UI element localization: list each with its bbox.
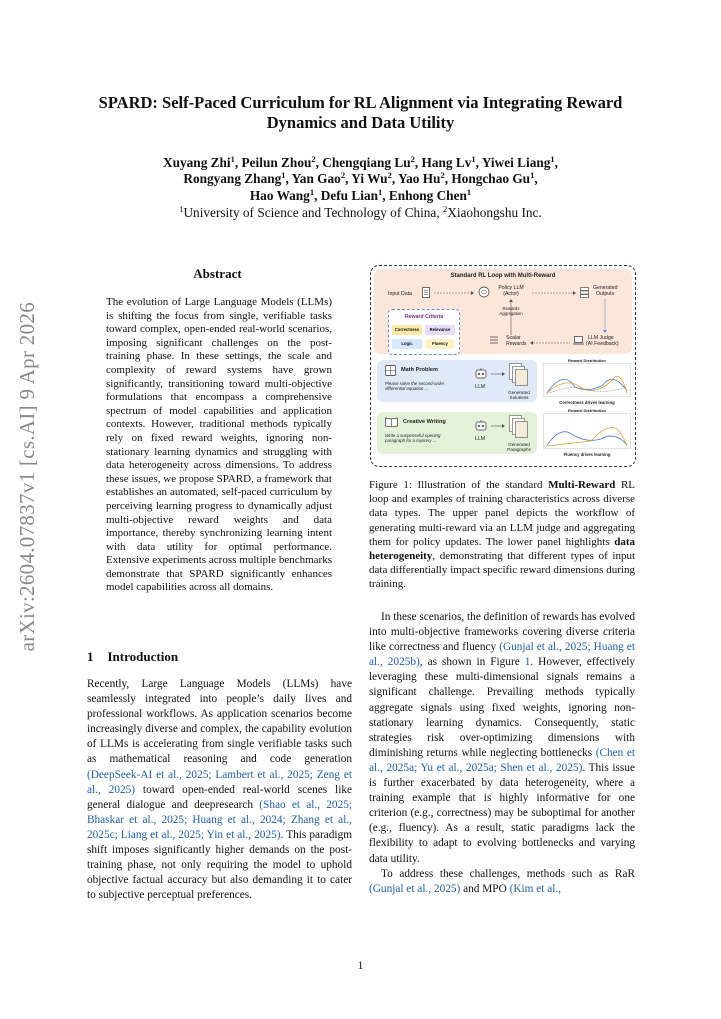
- affiliation-name: Xiaohongshu Inc.: [447, 205, 542, 220]
- citation-link[interactable]: (DeepSeek-AI et al., 2025; Lambert et al., 2025; Zeng et al., 2025): [87, 768, 352, 796]
- body-text: To address these challenges, methods such as RaR: [381, 867, 635, 880]
- writing-llm-label: LLM: [475, 436, 486, 442]
- body-text: , as shown in Figure: [419, 656, 525, 669]
- author-affiliation-mark: 1: [530, 170, 535, 181]
- body-text: toward open-ended real-world scenes like general dialogue and deepresearch: [87, 783, 353, 811]
- chip-correctness: Correctness: [392, 325, 422, 335]
- llm-robot-icon-1: [475, 368, 487, 379]
- author-affiliation-mark: 2: [340, 170, 346, 181]
- chip-fluency: Fluency: [425, 339, 455, 349]
- caption-tail: , demonstrating that different types of input data differentially impact specific reward dimensions during training.: [369, 550, 635, 591]
- arrow-outputs-judge: [603, 299, 607, 333]
- fig-input-data: Input Data: [388, 291, 412, 297]
- author-name: Xuyang Zhi: [163, 155, 231, 170]
- author-affiliation-mark: 2: [311, 154, 316, 164]
- author-name: Hongchao Gu: [451, 171, 531, 187]
- paper-title: SPARD: Self-Paced Curriculum for RL Alignment via Integrating Reward Dynamics and Data Utility: [98, 93, 623, 132]
- author-name: Yao Hu: [397, 171, 441, 187]
- body-text: . However, effectively leveraging these multi-dimensional signals remains a significant challenge. Prevailing methods typically aggregate signals using fixed weights, ignoring non-stationary learning dynamics. Consequently, static strategies risk over-optimizing dimensions with diminishing returns while neglecting bottlenecks: [369, 656, 636, 759]
- solutions-stack-icon: [509, 363, 529, 387]
- intro-paragraph-1: [87, 677, 352, 903]
- abstract-body: The evolution of Large Language Models (LLMs) is shifting the focus from single, verifiable tasks toward complex, open-ended real-world scenarios, imposing significant challenges on the post-training phase. In these settings, the scale and complexity of reward systems have grown significantly, transitioning toward multi-objective formulations that encompass a comprehensive spectrum of model capabilities and application contexts. However, traditional methods typically rely on fixed reward weights, ignoring non-stationary learning dynamics and struggling with data heterogeneity across dimensions. To address these issues, we propose SPARD, a framework that establishes an automated, self-paced curriculum by perceiving learning progress to dynamically adjust multi-objective reward weights and data importance, thereby synchronizing learning intent with data utility for optimal performance. Extensive experiments across multiple benchmarks demonstrate that SPARD significantly enhances model capabilities across all domains.: [106, 296, 332, 594]
- fig-generated-2: Outputs: [596, 291, 615, 297]
- math-llm-label: LLM: [475, 384, 486, 390]
- caption-bold-2: data heterogeneity: [369, 535, 635, 563]
- author-affiliation-mark: 1: [471, 154, 476, 164]
- author-affiliation-mark: 1: [378, 186, 383, 197]
- author-name: Hang Lv: [421, 155, 472, 170]
- chart2-title: Reward Distribution: [567, 408, 606, 413]
- citation-link[interactable]: (Kim et al.,: [509, 882, 562, 895]
- arrow-input-policy: [434, 291, 474, 295]
- citation-link[interactable]: (Shao et al., 2025; Bhaskar et al., 2025; Huang et al., 2024; Zhang et al., 2025c; Liang et al., 2025; Yin et al., 2025): [87, 798, 353, 841]
- writing-out-1: Generated: [508, 442, 530, 447]
- abstract-heading: Abstract: [193, 266, 242, 281]
- author-affiliation-mark: 2: [387, 170, 392, 181]
- author-name: Defu Lian: [320, 187, 378, 203]
- body-text: In these scenarios, the definition of rewards has evolved into multi-objective frameworks covering diverse criteria like correctness and fluency: [369, 611, 635, 654]
- fig-rewards-agg-2: Aggregation: [499, 311, 523, 316]
- book-icon: [385, 417, 398, 427]
- section-title: Introduction: [107, 649, 179, 664]
- figure-header: Standard RL Loop with Multi-Reward: [450, 273, 556, 279]
- citation-link[interactable]: 1: [524, 656, 531, 669]
- author-name: Yiwei Liang: [481, 155, 551, 170]
- author-line-3: Hao Wang$^1$, Defu Lian$^1$, Enhong Chen$^1$: [249, 186, 472, 203]
- author-affiliation-mark: 1: [230, 154, 235, 164]
- arrow-math-llm: [491, 372, 505, 376]
- figure-top-panel: [374, 269, 632, 354]
- caption-lead: Figure 1: Illustration of the standard: [369, 479, 549, 491]
- affiliation-mark: 2: [442, 204, 448, 214]
- math-prompt: Please solve the second-order differential equation ...: [385, 381, 445, 392]
- chart2-caption: Fluency drives learning: [563, 452, 611, 457]
- fig-policy-llm: Policy LLM: [498, 285, 524, 291]
- author-line-2: Rongyang Zhang$^1$, Yan Gao$^2$, Yi Wu$^2$, Yao Hu$^2$, Hongchao Gu$^1$,: [183, 170, 538, 187]
- figure-caption: [369, 478, 635, 592]
- arxiv-stamp-text: arXiv:2604.07837v1 [cs.AI] 9 Apr 2026: [15, 302, 39, 652]
- paragraphs-stack-icon: [509, 415, 529, 439]
- affiliations: [80, 205, 641, 221]
- document-icon: [422, 287, 430, 298]
- fig-actor: (Actor): [503, 291, 519, 297]
- author-affiliation-mark: 1: [466, 186, 472, 197]
- chart1-reward-curves: [543, 363, 631, 397]
- fig-judge-2: (AI Feedback): [586, 341, 619, 347]
- fig-scalar-2: Rewards: [506, 341, 527, 347]
- reward-criteria-box: [388, 309, 460, 355]
- fig-judge-1: LLM Judge: [588, 335, 614, 341]
- judge-laptop-icon: [573, 336, 584, 345]
- author-name: Peilun Zhou: [241, 155, 312, 170]
- math-out-1: Generated: [508, 390, 530, 395]
- affiliation-name: University of Science and Technology of China,: [183, 205, 443, 220]
- fig-rewards-agg-1: Rewards: [502, 306, 520, 311]
- author-name: Enhong Chen: [388, 187, 467, 203]
- chart1-title: Reward Distribution: [567, 358, 606, 363]
- author-name: Yan Gao: [291, 171, 341, 187]
- intro-right-column: [369, 610, 635, 897]
- chart2-reward-curves: [543, 413, 631, 449]
- citation-link[interactable]: (Chen et al., 2025a; Yu et al., 2025a; Shen et al., 2025): [369, 746, 635, 774]
- citation-link[interactable]: (Gunjal et al., 2025): [369, 882, 461, 895]
- fig-generated-1: Generated: [593, 285, 618, 291]
- intro-left-column: [87, 677, 352, 903]
- body-text: . This issue is further exacerbated by data heterogeneity, where a training example that is highly informative for one criterion (e.g., correctness) may be suboptimal for another (e.g., fluency). As a result, static paradigms lack the flexibility to adapt to evolving bottlenecks and varying data utility.: [369, 761, 635, 865]
- stack-icon: [580, 287, 589, 298]
- caption-bold-1: Multi-Reward: [548, 479, 616, 491]
- writing-title: Creative Writing: [403, 419, 446, 425]
- list-icon: [490, 336, 498, 344]
- author-affiliation-mark: 1: [550, 154, 555, 164]
- arxiv-stamp: [15, 302, 51, 682]
- author-list: [80, 155, 641, 204]
- arrow-rewards-policy: [509, 299, 513, 335]
- chip-relevance: Relevance: [425, 325, 455, 335]
- citation-link[interactable]: (Gunjal et al., 2025; Huang et al., 2025b): [369, 641, 635, 669]
- author-name: Yi Wu: [351, 171, 388, 187]
- section-heading: [87, 649, 178, 665]
- brain-icon: [478, 286, 490, 298]
- math-out-2: Solutions: [509, 395, 529, 400]
- intro-paragraph-3: [369, 867, 635, 897]
- arrow-writing-llm: [491, 424, 505, 428]
- author-line-1: Xuyang Zhi$^1$, Peilun Zhou$^2$, Chengqiang Lu$^2$, Hang Lv$^1$, Yiwei Liang$^1$,: [163, 154, 558, 170]
- writing-prompt: Write a suspenseful opening paragraph for a mystery ...: [385, 433, 441, 444]
- page-number: 1: [357, 960, 364, 972]
- body-text: Recently, Large Language Models (LLMs) have seamlessly integrated into people’s daily lives and professional workflows. As application scenarios become increasingly diverse and complex, the capability evolution of LLMs is accelerating from single verifiable tasks such as mathematical reasoning and code generation: [87, 678, 352, 766]
- figure-1: [370, 265, 636, 467]
- chip-logic: Logic: [392, 339, 422, 349]
- fig-scalar-1: Scalar: [506, 335, 521, 341]
- author-affiliation-mark: 2: [410, 154, 415, 164]
- author-name: Hao Wang: [249, 187, 310, 203]
- author-affiliation-mark: 1: [309, 186, 315, 197]
- author-affiliation-mark: 1: [281, 170, 286, 181]
- arrow-policy-outputs: [532, 291, 576, 295]
- affiliation-mark: 1: [179, 204, 184, 214]
- author-affiliation-mark: 2: [440, 170, 445, 181]
- llm-robot-icon-2: [475, 420, 487, 431]
- math-title: Math Problem: [401, 367, 438, 373]
- arrow-judge-rewards: [530, 341, 570, 345]
- body-text: and MPO: [460, 882, 510, 895]
- section-number: 1: [87, 649, 94, 664]
- author-name: Chengqiang Lu: [322, 155, 411, 170]
- caption-mid: RL loop and examples of training characteristics across diverse data types. The upper panel depicts the workflow of generating multi-reward via an LLM judge and aggregating them for policy updates. The lower panel highlights: [369, 479, 635, 548]
- intro-paragraph-2: [369, 610, 635, 867]
- chart1-caption: Correctness drives learning: [559, 400, 615, 405]
- writing-out-2: Paragraphs: [507, 447, 531, 452]
- reward-criteria-title: Reward Criteria: [404, 314, 444, 320]
- author-name: Rongyang Zhang: [183, 171, 282, 187]
- calculator-icon: [385, 365, 396, 376]
- body-text: . This paradigm shift imposes significantly higher demands on the post-training phase, not only requiring the model to uphold objective factual accuracy but also demanding it to cater to subjective perceptual preferences.: [87, 828, 353, 902]
